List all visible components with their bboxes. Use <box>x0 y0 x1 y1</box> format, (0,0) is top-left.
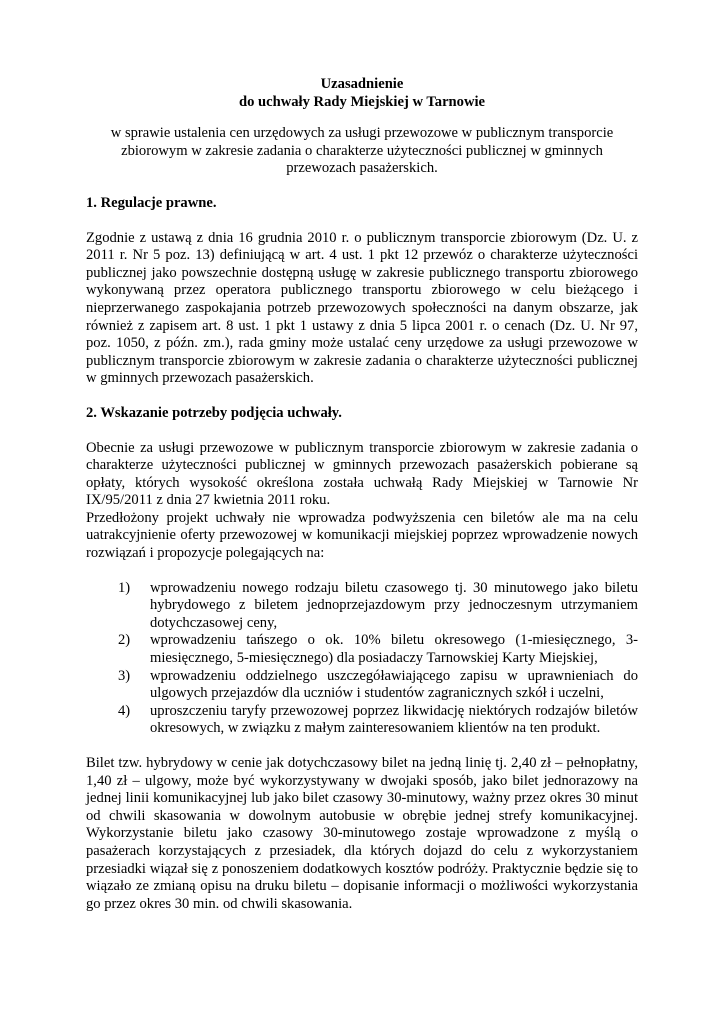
list-item-number: 3) <box>118 667 131 684</box>
list-item-number: 2) <box>118 632 131 649</box>
document-subject: w sprawie ustalenia cen urzędowych za usługi przewozowe w publicznym transporcie zbiorowym w zakresie zadania o charakterze użyteczności publicznej w gminnych przewozach pasażerskich. <box>110 125 614 177</box>
paragraph-hybrid-ticket: Bilet tzw. hybrydowy w cenie jak dotychczasowy bilet na jedną linię tj. 2,40 zł – pełnopłatny, 1,40 zł – ulgowy, może być wykorzystywany w dwojaki sposób, jako bilet jednorazowy na jednej linii komunikacyjnej lub jako bilet czasowy 30-minutowy, ważny przez okres 30 minut od chwili skasowania w dowolnym autobusie w obrębie jednej strefy komunikacyjnej. Wykorzystanie biletu jako czasowy 30-minutowego zostaje wprowadzone z myślą o pasażerach korzystających z przesiadek, dla których dojazd do celu z wykorzystaniem przesiadki wiązał się z ponoszeniem dodatkowych kosztów podróży. Praktycznie będzie się to wiązało ze zmianą opisu na druku biletu – dopisanie informacji o możliwości wykorzystania go przez okres 30 min. od chwili skasowania. <box>86 755 638 912</box>
list-item-text: wprowadzeniu oddzielnego uszczegóławiającego zapisu w uprawnieniach do ulgowych przejazdów dla uczniów i studentów zagranicznych szkół i uczelni, <box>150 667 638 702</box>
list-item-number: 4) <box>118 702 131 719</box>
list-item <box>118 668 638 703</box>
list-item-text: wprowadzeniu tańszego o ok. 10% biletu okresowego (1-miesięcznego, 3-miesięcznego, 5-miesięcznego) dla posiadaczy Tarnowskiej Karty Miejskiej, <box>150 632 638 667</box>
proposals-list <box>86 580 638 738</box>
title-line-2: do uchwały Rady Miejskiej w Tarnowie <box>238 93 486 110</box>
list-item-text: wprowadzeniu nowego rodzaju biletu czasowego tj. 30 minutowego jako biletu hybrydowego z biletem jednoprzejazdowym przy jednoczesnym utrzymaniem dotychczasowej ceny, <box>150 579 638 631</box>
document-title <box>86 76 638 111</box>
section-heading-legal: 1. Regulacje prawne. <box>86 194 217 211</box>
paragraph-legal-basis: Zgodnie z ustawą z dnia 16 grudnia 2010 r. o publicznym transporcie zbiorowym (Dz. U. z 2011 r. Nr 5 poz. 13) definiującą w art. 4 ust. 1 pkt 12 przewóz o charakterze użyteczności publicznej jako powszechnie dostępną usługę w zakresie publicznego transportu zbiorowego wykonywaną przez operatora publicznego transportu zbiorowego w celu bieżącego i nieprzerwanego zaspokajania potrzeb przewozowych społeczności na danym obszarze, jak również z zapisem art. 8 ust. 1 pkt 1 ustawy z dnia 5 lipca 2001 r. o cenach (Dz. U. Nr 97, poz. 1050, z późn. zm.), rada gminy może ustalać ceny urzędowe za usługi przewozowe w publicznym transporcie zbiorowym w zakresie zadania o charakterze użyteczności publicznej w gminnych przewozach pasażerskich. <box>86 229 638 387</box>
list-item-number: 1) <box>118 579 131 596</box>
list-item <box>118 703 638 738</box>
list-item <box>118 580 638 633</box>
paragraph-project-goal: Przedłożony projekt uchwały nie wprowadza podwyższenia cen biletów ale ma na celu uatrakcyjnienie oferty przewozowej w komunikacji miejskiej poprzez wprowadzenie nowych rozwiązań i propozycje polegających na: <box>86 509 638 562</box>
list-item-text: uproszczeniu taryfy przewozowej poprzez likwidację niektórych rodzajów biletów okresowych, w związku z małym zainteresowaniem klientów na ten produkt. <box>150 702 638 737</box>
section-heading-need: 2. Wskazanie potrzeby podjęcia uchwały. <box>86 404 342 421</box>
list-item <box>118 632 638 667</box>
title-line-1: Uzasadnienie <box>320 76 404 92</box>
paragraph-current-fares: Obecnie za usługi przewozowe w publicznym transporcie zbiorowym w zakresie zadania o charakterze użyteczności publicznej w gminnych przewozach pasażerskich pobierane są opłaty, których wysokość określona została uchwałą Rady Miejskiej w Tarnowie Nr IX/95/2011 z dnia 27 kwietnia 2011 roku. <box>86 439 638 509</box>
